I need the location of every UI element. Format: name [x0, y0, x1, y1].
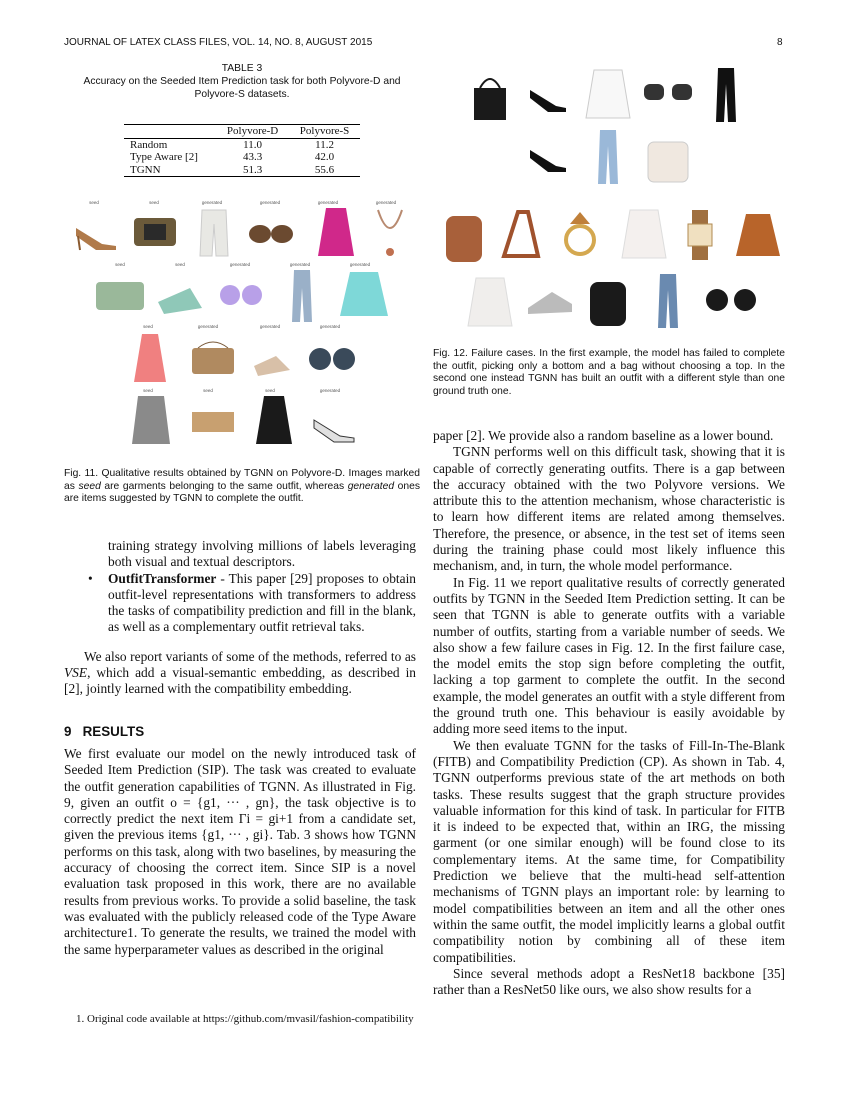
paragraph: paper [2]. We provide also a random baseline as a lower bound.: [433, 428, 774, 443]
fig12-image: [436, 60, 786, 330]
table3: [124, 124, 360, 177]
page-number: 8: [777, 37, 783, 48]
heels-icon: [526, 72, 570, 120]
sunglasses-icon: [702, 286, 760, 314]
table-row: TGNN 51.3 55.6: [130, 163, 335, 176]
paragraph: Since several methods adopt a ResNet18 backbone [35] rather than a ResNet50 like ours, we also show results for a: [433, 965, 785, 998]
right-column: [433, 428, 785, 998]
table3-label: TABLE 3: [221, 63, 263, 74]
bullet-continuation: training strategy involving millions of labels leveraging both visual and textual descriptors.: [108, 538, 416, 570]
paragraph: TGNN performs well on this difficult task, showing that it is capable of correctly generating outfits. There is a gap between the accuracy obtained with the two Polyvore versions. We attribute this to the attention mechanism, whose characteristic is to learn how different items are related among themselves. Therefore, the presence, or absence, in the test set of items seen during the training phase could most likely influence this mechanism, and, in turn, the whole model performance.: [433, 444, 785, 574]
paragraph: We first evaluate our model on the newly introduced task of Seeded Item Prediction (SIP). The task was created to evaluate the outfit generation capabilities of TGNN. As illustrated in Fig. 9, given an outfit o = {g1, ··· , gn}, the task objective is to correctly predict the next item Γi = gi+1 from a candidate set, given the previous items {g1, ··· , gi}. Tab. 3 shows how TGNN performs on this task, along with two baselines, by measuring the accuracy of choosing the correct item. Since SIP is a novel evaluation task proposed in this work, there are no available results from previous works. To provide a solid baseline, the task was evaluated with the publicly released code of the Type Aware architecture1. To generate the results, we trained the model with the same hyperparameter values as described in the original: [64, 745, 416, 957]
heels-icon: [526, 132, 570, 180]
trousers-icon: [714, 66, 738, 124]
mules-icon: [154, 268, 206, 320]
shoes-icon: [250, 336, 294, 380]
paragraph: We also report variants of some of the methods, referred to as VSE, which add a visual-semantic embedding, as described in [2], jointly learned with the compatibility embedding.: [64, 648, 416, 697]
fig12-caption: Fig. 12. Failure cases. In the first example, the model has failed to complete the outfit, picking only a bottom and a bag without choosing a top. In the second one instead TGNN has built an outfit with a different style than one ground truth one.: [433, 348, 785, 397]
jeans-icon: [656, 272, 680, 330]
blouse-icon: [130, 394, 172, 446]
clutch-icon: [94, 276, 146, 316]
watch-icon: [680, 208, 720, 262]
list-item: • OutfitTransformer - This paper [29] proposes to obtain outfit-level representations with transformers to address the tasks of compatibility prediction and fill in the blank, as well as a complementary outfit retrieval taks.: [88, 570, 416, 635]
sandals-icon: [498, 206, 546, 264]
table3-caption: Accuracy on the Seeded Item Prediction task for both Polyvore-D and Polyvore-S datasets.: [83, 76, 401, 100]
trousers-icon: [196, 208, 232, 258]
paragraph: We then evaluate TGNN for the tasks of Fill-In-The-Blank (FITB) and Compatibility Prediction (CP). As shown in Tab. 4, TGNN outperforms previous state of the art methods on both tasks. These results suggest that the graph structure provides valuable information for this kind of task. In particular for FITB it is indeed to be expected that, within an IRG, the missing garment (or one similar enough) will be found close to its complementary items. At the same time, for Compatibility Prediction we believe that the multi-head self-attention mechanisms of TGNN plays an important role: by learning to model compatibilities between an item and all the other ones within the same outfit, the model implicitly learns a global outfit compatibility notion by combining all of these item compatibilities.: [433, 737, 785, 965]
table-row: Random 11.0 11.2: [130, 138, 334, 151]
footnote: 1. Original code available at https://github.com/mvasil/fashion-compatibility: [76, 1013, 414, 1025]
skirt-icon: [734, 210, 782, 260]
table3-header: Polyvore-S: [299, 125, 350, 137]
section-heading: 9 RESULTS: [64, 723, 145, 739]
table3-header: Polyvore-D: [226, 125, 279, 137]
table3-header: [124, 125, 216, 138]
table-row: Type Aware [2] 43.3 42.0: [130, 151, 335, 163]
sunglasses-icon: [640, 78, 696, 108]
jeans-icon: [596, 128, 620, 186]
bag-icon: [188, 336, 238, 380]
bullet-icon: •: [88, 570, 93, 586]
coat-icon: [316, 206, 356, 258]
fig11-image: seed seed generated generated generated generated seed seed generated generated generated seed generated generated generated seed seed seed generated: [64, 196, 420, 451]
sunglasses-icon: [216, 280, 266, 310]
backpack-icon: [644, 132, 692, 184]
necklace-icon: [370, 206, 410, 258]
paragraph: In Fig. 11 we report qualitative results of correctly generated outfits by TGNN in the Seeded Item Prediction setting. It can be seen that TGNN is able to generate outfits with a variable number of outfits, starting from a variable number of seeds. We also show a few failure cases in Fig. 12. In the first failure case, the model emits the stop sign before completing the outfit, lacking a top garment to complete the outfit. In the second example, the model generates an outfit with a style different from the ground truth one. This behaviour is easily avoidable by adding more seed items to the input.: [433, 574, 785, 737]
top-icon: [584, 66, 632, 122]
running-header: JOURNAL OF LATEX CLASS FILES, VOL. 14, NO. 8, AUGUST 2015: [64, 37, 373, 48]
backpack-icon: [586, 274, 630, 328]
coat-icon: [254, 394, 294, 446]
jeans-icon: [290, 268, 314, 324]
backpack-icon: [442, 208, 486, 264]
sweater-icon: [620, 206, 668, 262]
heels-icon: [310, 400, 358, 444]
bag-icon: [470, 68, 510, 124]
left-column: [64, 538, 416, 958]
top-icon: [338, 268, 390, 320]
sweater-icon: [466, 274, 514, 328]
belt-icon: [130, 212, 180, 252]
sunglasses-icon: [304, 344, 360, 374]
heels-icon: [72, 208, 120, 253]
shoes-icon: [524, 282, 576, 318]
dress-icon: [130, 332, 170, 384]
fig11-caption: Fig. 11. Qualitative results obtained by TGNN on Polyvore-D. Images marked as seed are garments belonging to the same outfit, whereas generated ones are items suggested by TGNN to complete the outfit.: [64, 468, 420, 505]
sunglasses-icon: [246, 214, 296, 250]
wallet-icon: [188, 408, 238, 436]
ring-icon: [558, 210, 602, 260]
